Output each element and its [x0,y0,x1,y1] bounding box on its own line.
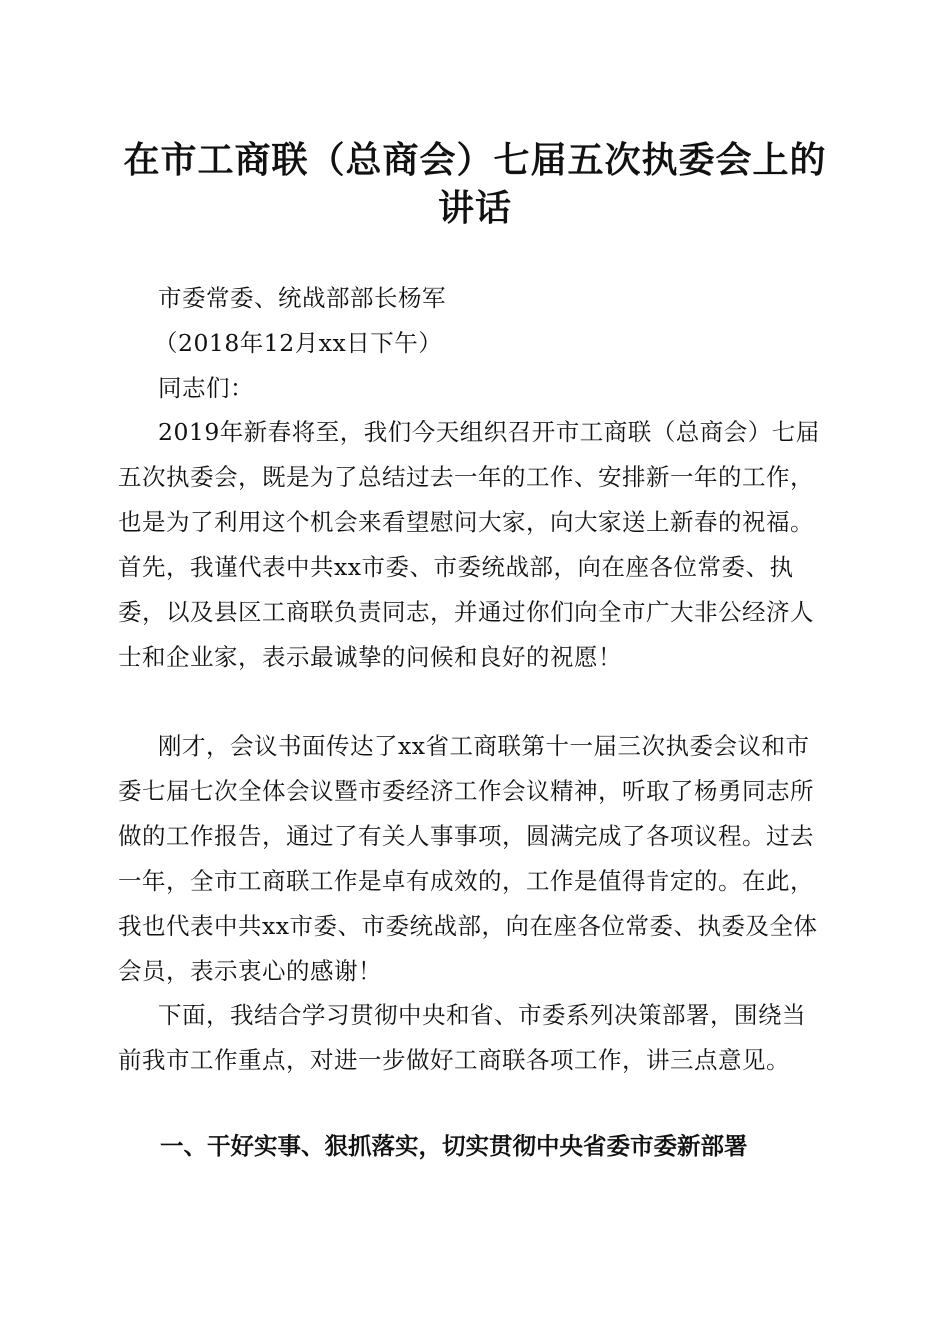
salutation: 同志们： [158,374,254,402]
date-line: （2018年12月xx日下午） [154,329,443,357]
author-line: 市委常委、统战部部长杨军 [158,284,446,312]
paragraph-1: 2019年新春将至，我们今天组织召开市工商联（总商会）七届五次执委会，既是为了总结过去一年的工作、安排新一年的工作，也是为了利用这个机会来看望慰问大家，向大家送上新春的祝福。首先，我谨代表中共xx市委、市委统战部，向在座各位常委、执委，以及县区工商联负责同志，并通过你们向全市广大非公经济人士和企业家，表示最诚挚的问候和良好的祝愿！ [118,418,820,671]
section-heading-1: 一、干好实事、狠抓落实，切实贯彻中央省委市委新部署 [160,1132,748,1160]
document-title: 在市工商联（总商会）七届五次执委会上的讲话 [123,139,827,229]
paragraph-2: 刚才，会议书面传达了xx省工商联第十一届三次执委会议和市委七届七次全体会议暨市委经济工作会议精神，听取了杨勇同志所做的工作报告，通过了有关人事事项，圆满完成了各项议程。过去一年，全市工商联工作是卓有成效的，工作是值得肯定的。在此，我也代表中共xx市委、市委统战部，向在座各位常委、执委及全体会员，表示衷心的感谢！ [118,732,818,985]
paragraph-3: 下面，我结合学习贯彻中央和省、市委系列决策部署，围绕当前我市工作重点，对进一步做好工商联各项工作，讲三点意见。 [118,1001,806,1074]
